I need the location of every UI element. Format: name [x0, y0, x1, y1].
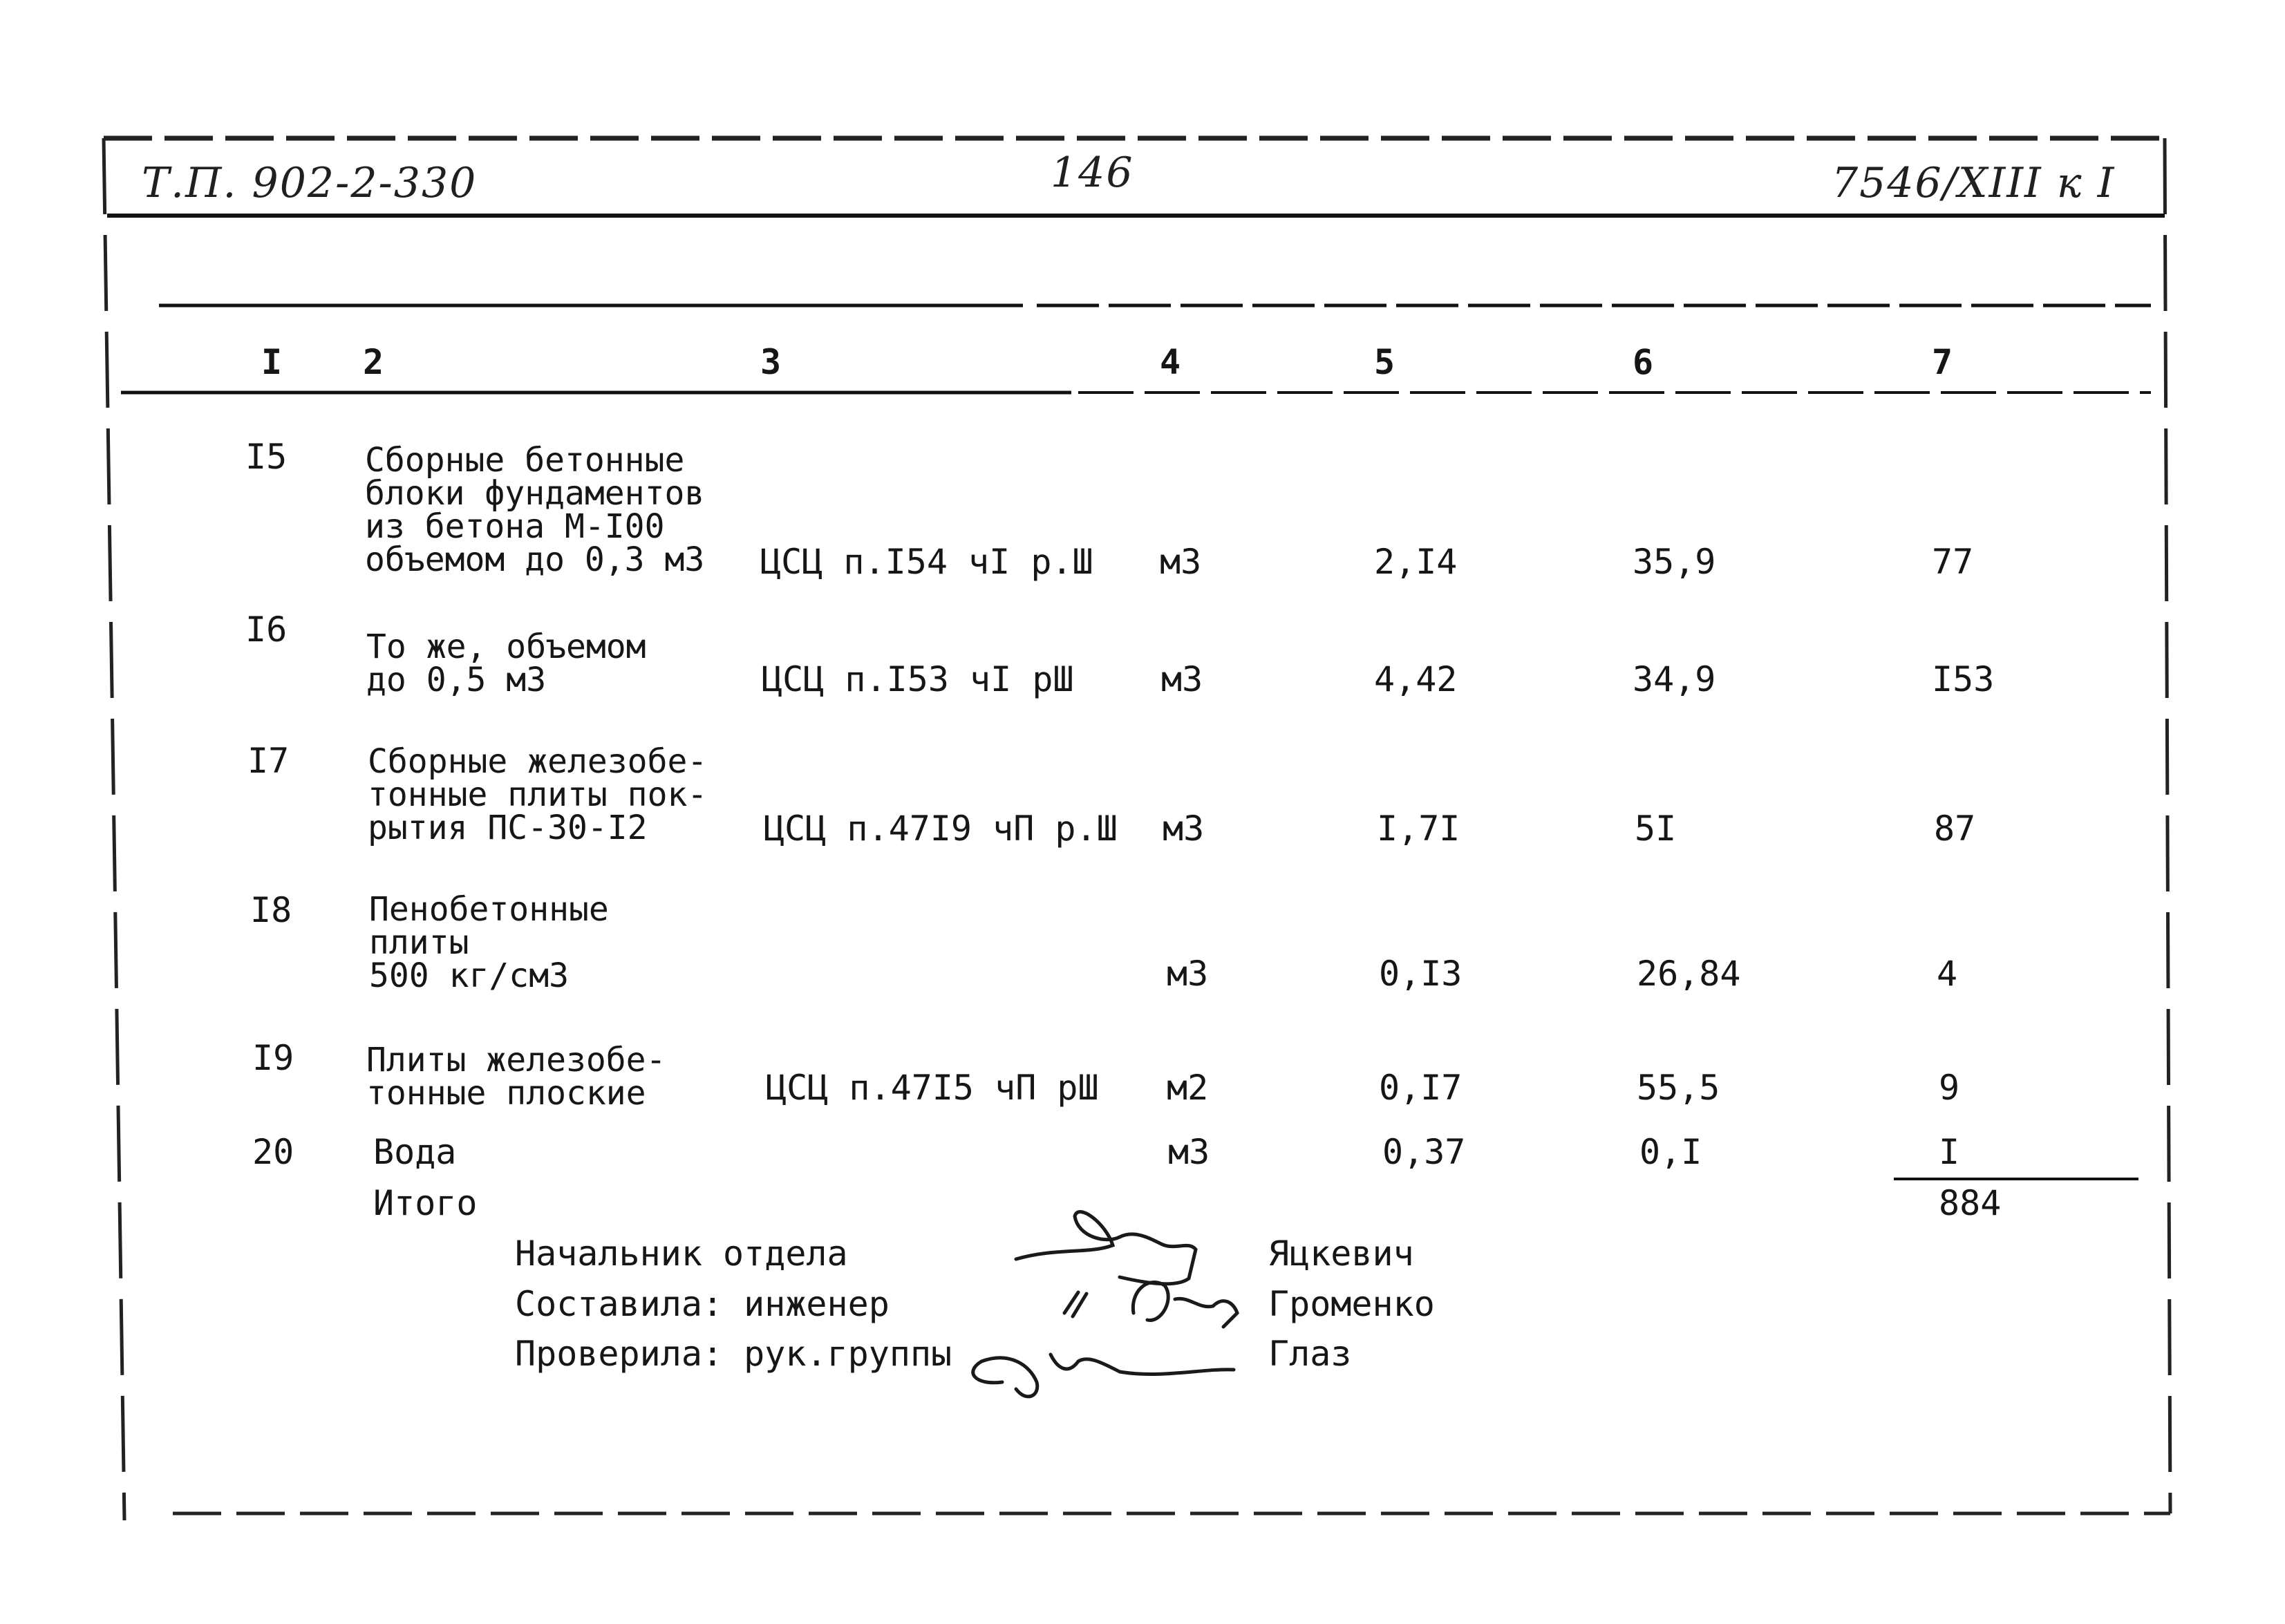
- price-reference: ЦСЦ п.I54 чI р.Ш: [760, 542, 1093, 582]
- signature-name: Яцкевич: [1268, 1234, 1414, 1274]
- total-cost: I53: [1932, 659, 1995, 699]
- quantity: I,7I: [1377, 809, 1460, 849]
- row-number: I7: [247, 741, 290, 781]
- signature-role: Начальник отдела: [515, 1234, 848, 1274]
- unit: м3: [1160, 542, 1202, 582]
- item-description: Вода: [373, 1132, 457, 1172]
- row-number: I8: [250, 890, 292, 930]
- item-description: Сборные бетонные блоки фундаментов из бетона М-I00 объемом до 0,3 м3: [365, 441, 705, 579]
- price-reference: ЦСЦ п.47I5 чП рШ: [766, 1068, 1099, 1108]
- column-header-6: 6: [1633, 342, 1654, 382]
- unit-price: 34,9: [1633, 659, 1716, 699]
- unit-price: 5I: [1635, 809, 1677, 849]
- signature-name: Громенко: [1268, 1284, 1435, 1324]
- item-description: Пенобетонные плиты 500 кг/см3: [369, 890, 609, 995]
- page-number: 146: [1051, 149, 1134, 197]
- price-reference: ЦСЦ п.I53 чI рШ: [762, 659, 1074, 699]
- total-cost: 9: [1939, 1068, 1960, 1108]
- unit-price: 55,5: [1637, 1068, 1720, 1108]
- signature-name: Глаз: [1268, 1334, 1352, 1374]
- unit: м3: [1168, 1132, 1210, 1172]
- unit-price: 26,84: [1637, 954, 1741, 994]
- item-description: То же, объемом до 0,5 м3: [366, 627, 646, 699]
- unit-price: 0,I: [1639, 1132, 1702, 1172]
- signature-role: Проверила: рук.группы: [515, 1334, 952, 1374]
- column-header-1: I: [261, 342, 283, 382]
- archive-number: 7546/XIII к I: [1832, 159, 2116, 207]
- item-description: Плиты железобе- тонные плоские: [366, 1041, 666, 1113]
- total-cost: 77: [1932, 542, 1974, 582]
- unit-price: 35,9: [1633, 542, 1716, 582]
- unit: м3: [1163, 809, 1205, 849]
- unit: м3: [1167, 954, 1209, 994]
- row-number: I6: [245, 610, 288, 650]
- column-header-5: 5: [1374, 342, 1395, 382]
- item-description: Сборные железобе- тонные плиты пок- рытия ПС-30-I2: [368, 742, 708, 847]
- total-label: Итого: [373, 1183, 478, 1223]
- price-reference: ЦСЦ п.47I9 чП р.Ш: [764, 809, 1118, 849]
- quantity: 2,I4: [1374, 542, 1458, 582]
- total-value: 884: [1939, 1183, 2002, 1223]
- document-code: Т.П. 902-2-330: [142, 159, 478, 207]
- quantity: 0,37: [1382, 1132, 1466, 1172]
- row-number: 20: [252, 1132, 294, 1172]
- row-number: I5: [245, 437, 288, 477]
- total-cost: I: [1939, 1132, 1960, 1172]
- column-header-3: 3: [760, 342, 782, 382]
- unit: м3: [1161, 659, 1203, 699]
- column-header-2: 2: [363, 342, 384, 382]
- quantity: 0,I7: [1379, 1068, 1463, 1108]
- quantity: 4,42: [1374, 659, 1458, 699]
- total-cost: 87: [1934, 809, 1976, 849]
- quantity: 0,I3: [1379, 954, 1463, 994]
- signature-role: Составила: инженер: [515, 1284, 890, 1324]
- unit: м2: [1167, 1068, 1209, 1108]
- column-header-7: 7: [1932, 342, 1953, 382]
- row-number: I9: [252, 1038, 294, 1078]
- total-cost: 4: [1937, 954, 1958, 994]
- column-header-4: 4: [1160, 342, 1181, 382]
